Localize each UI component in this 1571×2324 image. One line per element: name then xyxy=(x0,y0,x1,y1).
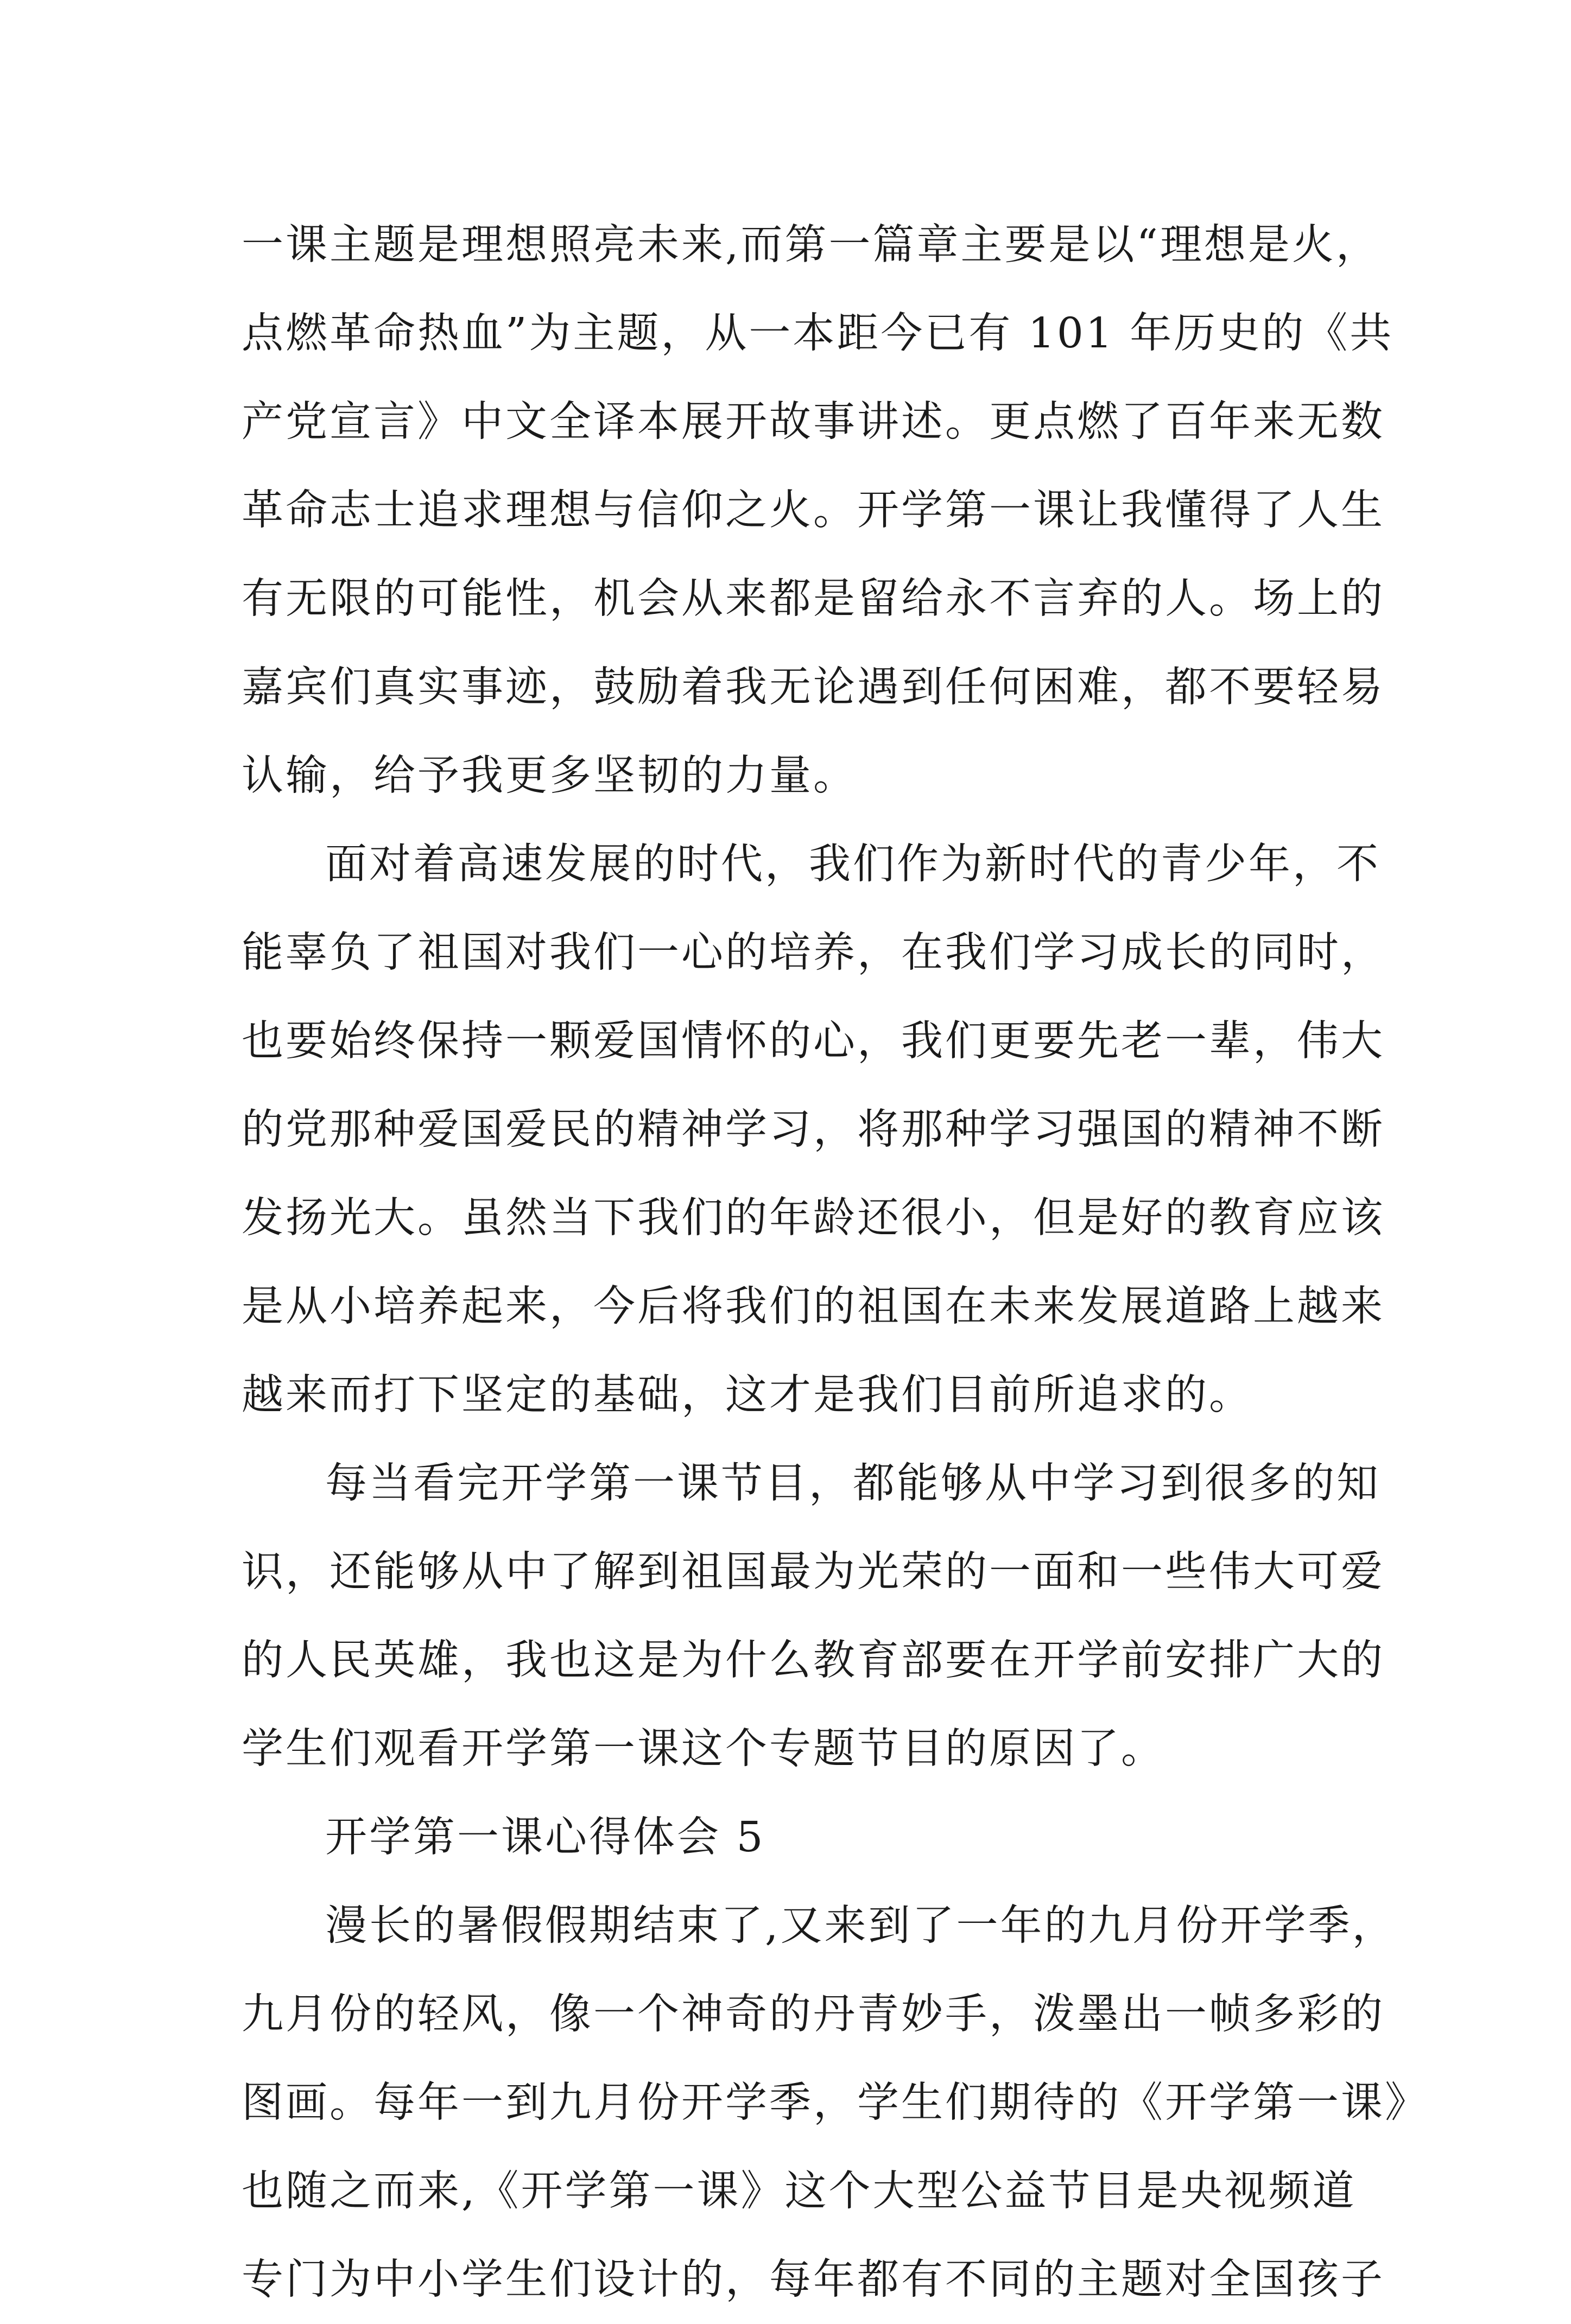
paragraph-start-line: 每当看完开学第一课节目，都能够从中学习到很多的知 xyxy=(325,1459,1380,1508)
text-line: 图画。每年一到九月份开学季，学生们期待的《开学第一课》 xyxy=(242,2079,1429,2127)
text-line: 学生们观看开学第一课这个专题节目的原因了。 xyxy=(242,1725,1165,1773)
text-line: 是从小培养起来，今后将我们的祖国在未来发展道路上越来 xyxy=(242,1282,1385,1331)
text-line: 嘉宾们真实事迹，鼓励着我无论遇到任何困难，都不要轻易 xyxy=(242,663,1385,712)
text-line: 识，还能够从中了解到祖国最为光荣的一面和一些伟大可爱 xyxy=(242,1548,1385,1596)
text-line: 也随之而来,《开学第一课》这个大型公益节目是央视频道 xyxy=(242,2167,1357,2215)
text-line: 的人民英雄，我也这是为什么教育部要在开学前安排广大的 xyxy=(242,1636,1385,1685)
text-line: 越来而打下坚定的基础，这才是我们目前所追求的。 xyxy=(242,1371,1253,1419)
text-line: 产党宣言》中文全译本展开故事讲述。更点燃了百年来无数 xyxy=(242,398,1385,446)
document-body xyxy=(242,201,1429,2324)
text-line: 一课主题是理想照亮未来,而第一篇章主要是以“理想是火， xyxy=(242,221,1380,269)
text-line: 有无限的可能性，机会从来都是留给永不言弃的人。场上的 xyxy=(242,575,1385,623)
paragraph-start-line: 面对着高速发展的时代，我们作为新时代的青少年，不 xyxy=(325,840,1380,888)
text-line: 九月份的轻风，像一个神奇的丹青妙手，泼墨出一帧多彩的 xyxy=(242,1990,1385,2039)
text-line: 认输，给予我更多坚韧的力量。 xyxy=(242,752,857,800)
text-line: 发扬光大。虽然当下我们的年龄还很小，但是好的教育应该 xyxy=(242,1194,1385,1242)
text-line: 也要始终保持一颗爱国情怀的心，我们更要先老一辈，伟大 xyxy=(242,1017,1385,1065)
paragraph-start-line: 漫长的暑假假期结束了,又来到了一年的九月份开学季， xyxy=(325,1902,1396,1950)
text-line: 专门为中小学生们设计的，每年都有不同的主题对全国孩子 xyxy=(242,2256,1385,2304)
text-line: 革命志士追求理想与信仰之火。开学第一课让我懂得了人生 xyxy=(242,486,1385,535)
text-line: 点燃革命热血”为主题，从一本距今已有 101 年历史的《共 xyxy=(242,309,1394,358)
text-line: 的党那种爱国爱民的精神学习，将那种学习强国的精神不断 xyxy=(242,1106,1385,1154)
text-line: 能辜负了祖国对我们一心的培养，在我们学习成长的同时， xyxy=(242,929,1385,977)
section-heading: 开学第一课心得体会 5 xyxy=(325,1813,765,1862)
